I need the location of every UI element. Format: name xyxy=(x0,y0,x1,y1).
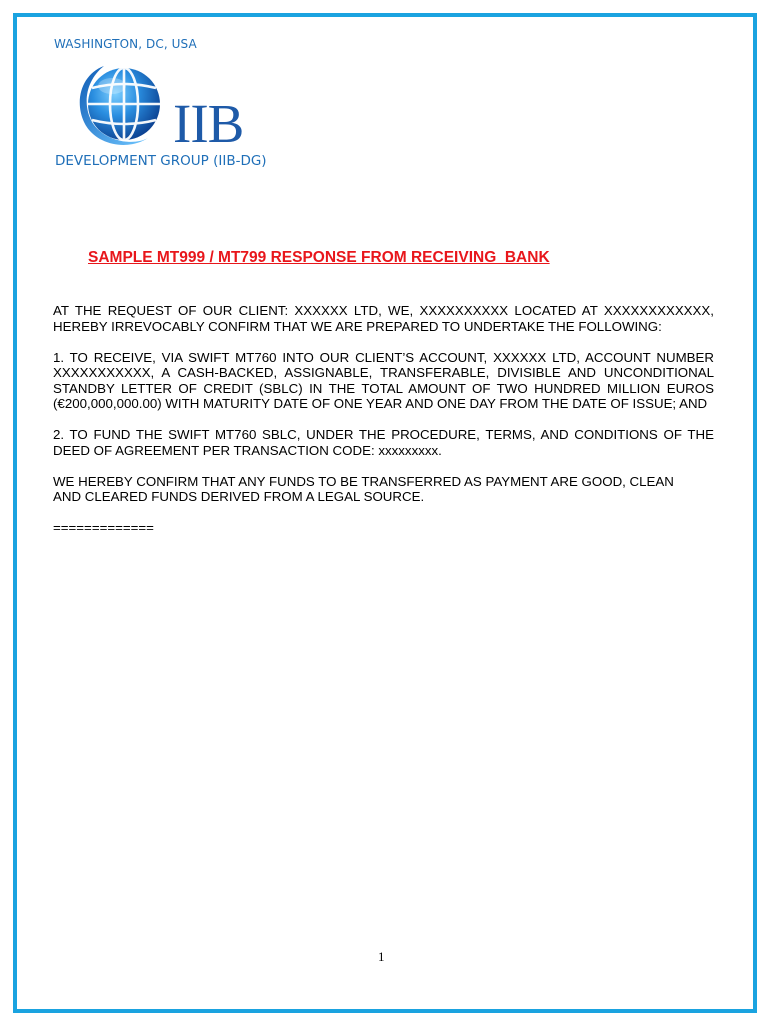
paragraph-item-2: 2. TO FUND THE SWIFT MT760 SBLC, UNDER THE PROCEDURE, TERMS, AND CONDITIONS OF THE DEED OF AGREEMENT PER TRANSACTION CODE: xxxxxxxxx. xyxy=(53,427,714,458)
paragraph-request: AT THE REQUEST OF OUR CLIENT: XXXXXX LTD, WE, XXXXXXXXXX LOCATED AT XXXXXXXXXXXX, HEREBY IRREVOCABLY CONFIRM THAT WE ARE PREPARED TO UNDERTAKE THE FOLLOWING: xyxy=(53,303,714,334)
paragraph-item-1: 1. TO RECEIVE, VIA SWIFT MT760 INTO OUR CLIENT’S ACCOUNT, XXXXXX LTD, ACCOUNT NUMBER XXXXXXXXXXX, A CASH-BACKED, ASSIGNABLE, TRANSFERABLE, DIVISIBLE AND UNCONDITIONAL STANDBY LETTER OF CREDIT (SBLC) IN THE TOTAL AMOUNT OF TWO HUNDRED MILLION EUROS (€200,000,000.00) WITH MATURITY DATE OF ONE YEAR AND ONE DAY FROM THE DATE OF ISSUE; AND xyxy=(53,349,714,411)
page-number: 1 xyxy=(378,949,385,964)
location-text: WASHINGTON, DC, USA xyxy=(54,37,197,51)
document-title: SAMPLE MT999 / MT799 RESPONSE FROM RECEIVING BANK xyxy=(88,249,550,266)
logo-wordmark: IIB xyxy=(173,93,244,154)
separator-line: ============= xyxy=(53,520,154,535)
document-body xyxy=(53,303,714,551)
paragraph-confirm-cont: AND CLEARED FUNDS DERIVED FROM A LEGAL SOURCE. xyxy=(53,489,425,504)
globe-icon xyxy=(74,60,170,154)
group-name: DEVELOPMENT GROUP (IIB-DG) xyxy=(55,153,267,169)
paragraph-confirm: WE HEREBY CONFIRM THAT ANY FUNDS TO BE TRANSFERRED AS PAYMENT ARE GOOD, CLEAN xyxy=(53,473,674,489)
company-logo xyxy=(74,60,254,154)
